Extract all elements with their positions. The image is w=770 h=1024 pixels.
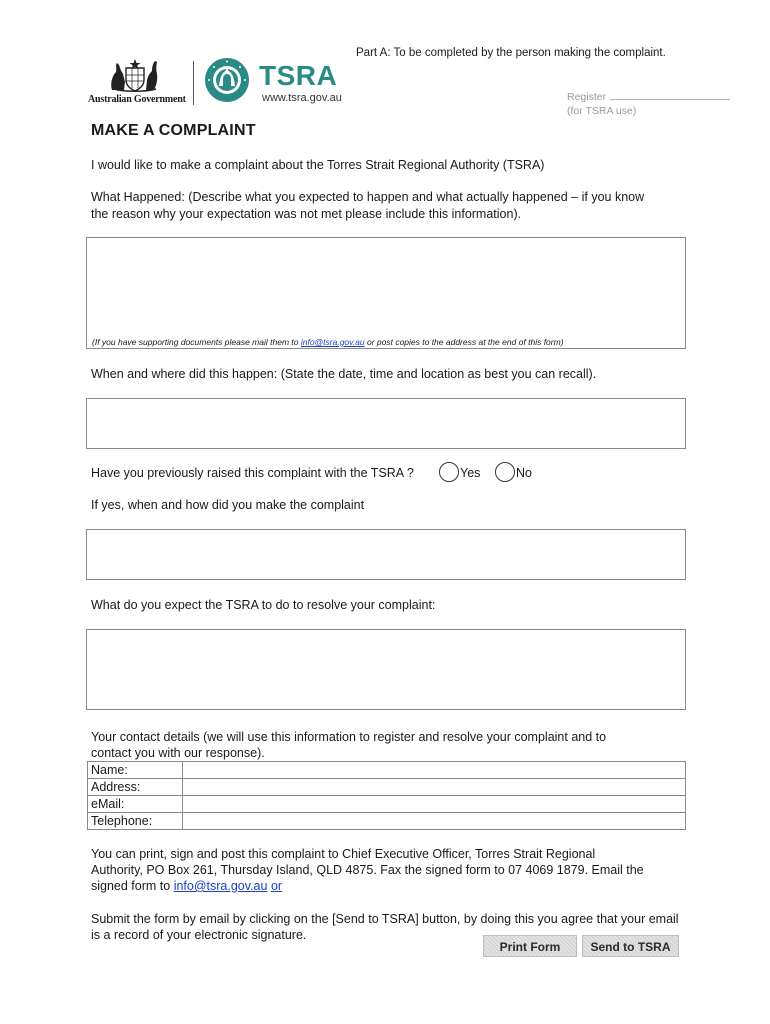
supporting-docs-note: [92, 337, 564, 347]
what-happened-line-1: What Happened: (Describe what you expected to happen and what actually happened – if you know: [91, 190, 645, 204]
support-email-link[interactable]: info@tsra.gov.au: [300, 337, 365, 347]
post-email-link[interactable]: info@tsra.gov.au: [173, 879, 268, 893]
no-label: No: [516, 466, 532, 480]
register-line: [610, 89, 730, 100]
expect-input[interactable]: [86, 629, 686, 710]
what-happened-input[interactable]: [86, 237, 686, 349]
contact-row-telephone: [88, 813, 686, 830]
contact-row-email: [88, 796, 686, 813]
intro-text: I would like to make a complaint about the Torres Strait Regional Authority (TSRA): [91, 158, 545, 172]
post-line-3-prefix: signed form to: [91, 879, 174, 893]
register-note: (for TSRA use): [567, 105, 637, 117]
expect-label: What do you expect the TSRA to do to resolve your complaint:: [91, 598, 436, 612]
if-yes-input[interactable]: [86, 529, 686, 580]
email-input[interactable]: [183, 796, 686, 813]
if-yes-label: If yes, when and how did you make the complaint: [91, 498, 365, 512]
coat-of-arms-icon: [106, 58, 164, 92]
email-label: eMail:: [88, 796, 183, 813]
address-input[interactable]: [183, 779, 686, 796]
post-instructions-line-2: Authority, PO Box 261, Thursday Island, QLD 4875. Fax the signed form to 07 4069 1879. Email the: [91, 863, 644, 877]
print-form-button[interactable]: Print Form: [483, 935, 577, 957]
address-label: Address:: [88, 779, 183, 796]
when-where-input[interactable]: [86, 398, 686, 449]
logo-divider: [193, 61, 194, 105]
contact-intro-line-1: Your contact details (we will use this information to register and resolve your complaint and to: [91, 730, 607, 744]
yes-radio[interactable]: [439, 462, 459, 482]
page-title: MAKE A COMPLAINT: [91, 122, 256, 139]
support-note-post: or post copies to the address at the end of this form): [364, 337, 564, 347]
contact-details-table: [87, 761, 686, 830]
send-to-tsra-button[interactable]: Send to TSRA: [582, 935, 679, 957]
post-or-link[interactable]: or: [270, 879, 283, 893]
submit-instructions-line-1: Submit the form by email by clicking on the [Send to TSRA] button, by doing this you agree that your email: [91, 912, 679, 926]
register-field: [567, 89, 730, 103]
telephone-label: Telephone:: [88, 813, 183, 830]
contact-intro-line-2: contact you with our response).: [91, 746, 265, 760]
tsra-seal-icon: [204, 57, 250, 103]
what-happened-line-2: the reason why your expectation was not met please include this information).: [91, 207, 522, 221]
submit-instructions-line-2: is a record of your electronic signature.: [91, 928, 307, 942]
australian-government-wordmark: Australian Government: [88, 94, 186, 105]
contact-row-address: [88, 779, 686, 796]
post-instructions-line-3: [91, 878, 282, 894]
yes-label: Yes: [460, 466, 481, 480]
contact-row-name: [88, 762, 686, 779]
register-label: Register: [567, 91, 607, 103]
tsra-wordmark: TSRA: [259, 60, 338, 91]
part-a-note: Part A: To be completed by the person making the complaint.: [356, 47, 666, 59]
when-where-label: When and where did this happen: (State the date, time and location as best you can recall).: [91, 367, 597, 381]
name-input[interactable]: [183, 762, 686, 779]
post-instructions-line-1: You can print, sign and post this complaint to Chief Executive Officer, Torres Strait Regional: [91, 847, 596, 861]
tsra-url: www.tsra.gov.au: [262, 92, 342, 104]
no-radio[interactable]: [495, 462, 515, 482]
australian-government-logo: [88, 58, 188, 108]
telephone-input[interactable]: [183, 813, 686, 830]
name-label: Name:: [88, 762, 183, 779]
raised-question: Have you previously raised this complaint with the TSRA ?: [91, 466, 414, 480]
support-note-pre: (If you have supporting documents please mail them to: [92, 337, 301, 347]
